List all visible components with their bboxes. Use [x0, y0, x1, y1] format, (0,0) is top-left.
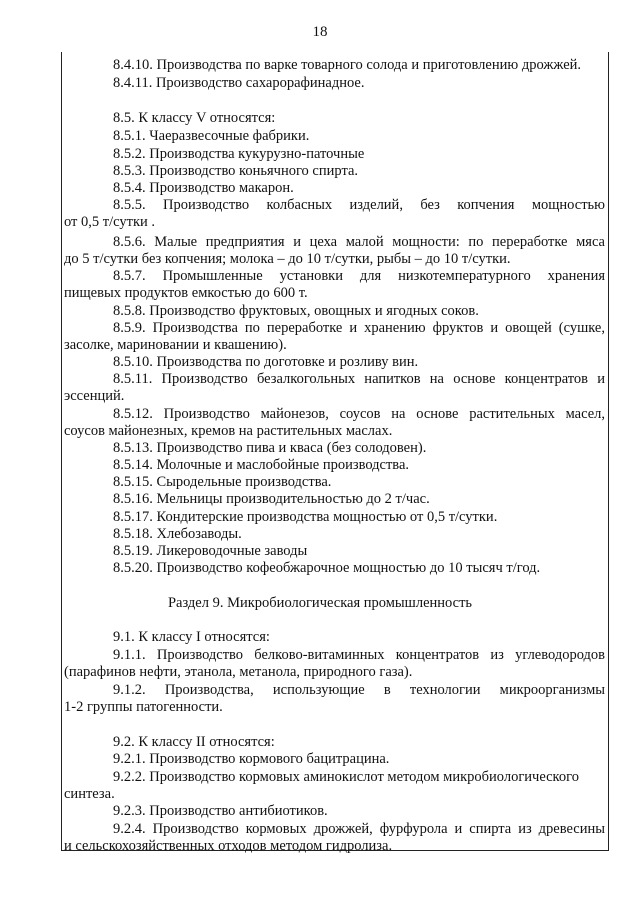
text-line: 9.2.1. Производство кормового бацитрацина.: [113, 751, 390, 767]
text-line: до 5 т/сутки без копчения; молока – до 10 т/сутки, рыбы – до 10 т/сутки.: [64, 251, 511, 267]
section-heading: Раздел 9. Микробиологическая промышленность: [167, 595, 473, 611]
text-line: 8.5.5. Производство колбасных изделий, без копчения мощностью: [113, 197, 605, 213]
text-line: 8.5.3. Производство коньячного спирта.: [113, 163, 359, 179]
text-line: 9.2.4. Производство кормовых дрожжей, фурфурола и спирта из древесины: [113, 821, 605, 837]
text-line: 8.5.13. Производство пива и кваса (без солодовен).: [113, 440, 427, 456]
text-line: 9.1.2. Производства, использующие в технологии микроорганизмы: [113, 682, 605, 698]
text-line: 8.5.10. Производства по доготовке и розливу вин.: [113, 354, 419, 370]
text-line: 1-2 группы патогенности.: [64, 699, 223, 715]
text-line: 8.5.20. Производство кофеобжарочное мощностью до 10 тысяч т/год.: [113, 560, 541, 576]
text-line: засолке, мариновании и квашению).: [64, 337, 287, 353]
text-line: 8.5.7. Промышленные установки для низкотемпературного хранения: [113, 268, 605, 284]
text-line: 8.5.16. Мельницы производительностью до 2 т/час.: [113, 491, 430, 507]
text-line: 9.1. К классу I относятся:: [113, 629, 270, 645]
text-line: 8.5.4. Производство макарон.: [113, 180, 294, 196]
text-line: 9.2. К классу II относятся:: [113, 734, 275, 750]
text-line: эссенций.: [64, 388, 125, 404]
text-line: пищевых продуктов емкостью до 600 т.: [64, 285, 308, 301]
text-line: 8.5.8. Производство фруктовых, овощных и ягодных соков.: [113, 303, 479, 319]
text-line: соусов майонезных, кремов на растительных маслах.: [64, 423, 393, 439]
text-line: 8.5.14. Молочные и маслобойные производства.: [113, 457, 410, 473]
text-line: от 0,5 т/сутки .: [64, 214, 156, 230]
text-line: 8.4.10. Производства по варке товарного солода и приготовлению дрожжей.: [113, 57, 582, 73]
page-number: 18: [312, 24, 328, 40]
text-line: 9.2.3. Производство антибиотиков.: [113, 803, 328, 819]
text-line: 8.5. К классу V относятся:: [113, 110, 276, 126]
text-line: (парафинов нефти, этанола, метанола, природного газа).: [64, 664, 413, 680]
text-line: 8.5.18. Хлебозаводы.: [113, 526, 242, 542]
text-line: 8.5.6. Малые предприятия и цеха малой мощности: по переработке мяса: [113, 234, 605, 250]
text-line: 8.5.2. Производства кукурузно-паточные: [113, 146, 365, 162]
text-line: 8.5.1. Чаеразвесочные фабрики.: [113, 128, 310, 144]
text-line: 8.5.19. Ликероводочные заводы: [113, 543, 308, 559]
text-line: 8.4.11. Производство сахарорафинадное.: [113, 75, 365, 91]
text-line: 9.1.1. Производство белково-витаминных концентратов из углеводородов: [113, 647, 605, 663]
text-line: 8.5.9. Производства по переработке и хранению фруктов и овощей (сушке,: [113, 320, 605, 336]
text-line: 8.5.17. Кондитерские производства мощностью от 0,5 т/сутки.: [113, 509, 498, 525]
text-line: 8.5.12. Производство майонезов, соусов на основе растительных масел,: [113, 406, 605, 422]
text-line: и сельскохозяйственных отходов методом гидролиза.: [64, 838, 393, 854]
text-line: 8.5.11. Производство безалкогольных напитков на основе концентратов и: [113, 371, 605, 387]
text-line: 8.5.15. Сыродельные производства.: [113, 474, 332, 490]
text-line: синтеза.: [64, 786, 115, 802]
text-line: 9.2.2. Производство кормовых аминокислот методом микробиологического: [113, 769, 579, 785]
